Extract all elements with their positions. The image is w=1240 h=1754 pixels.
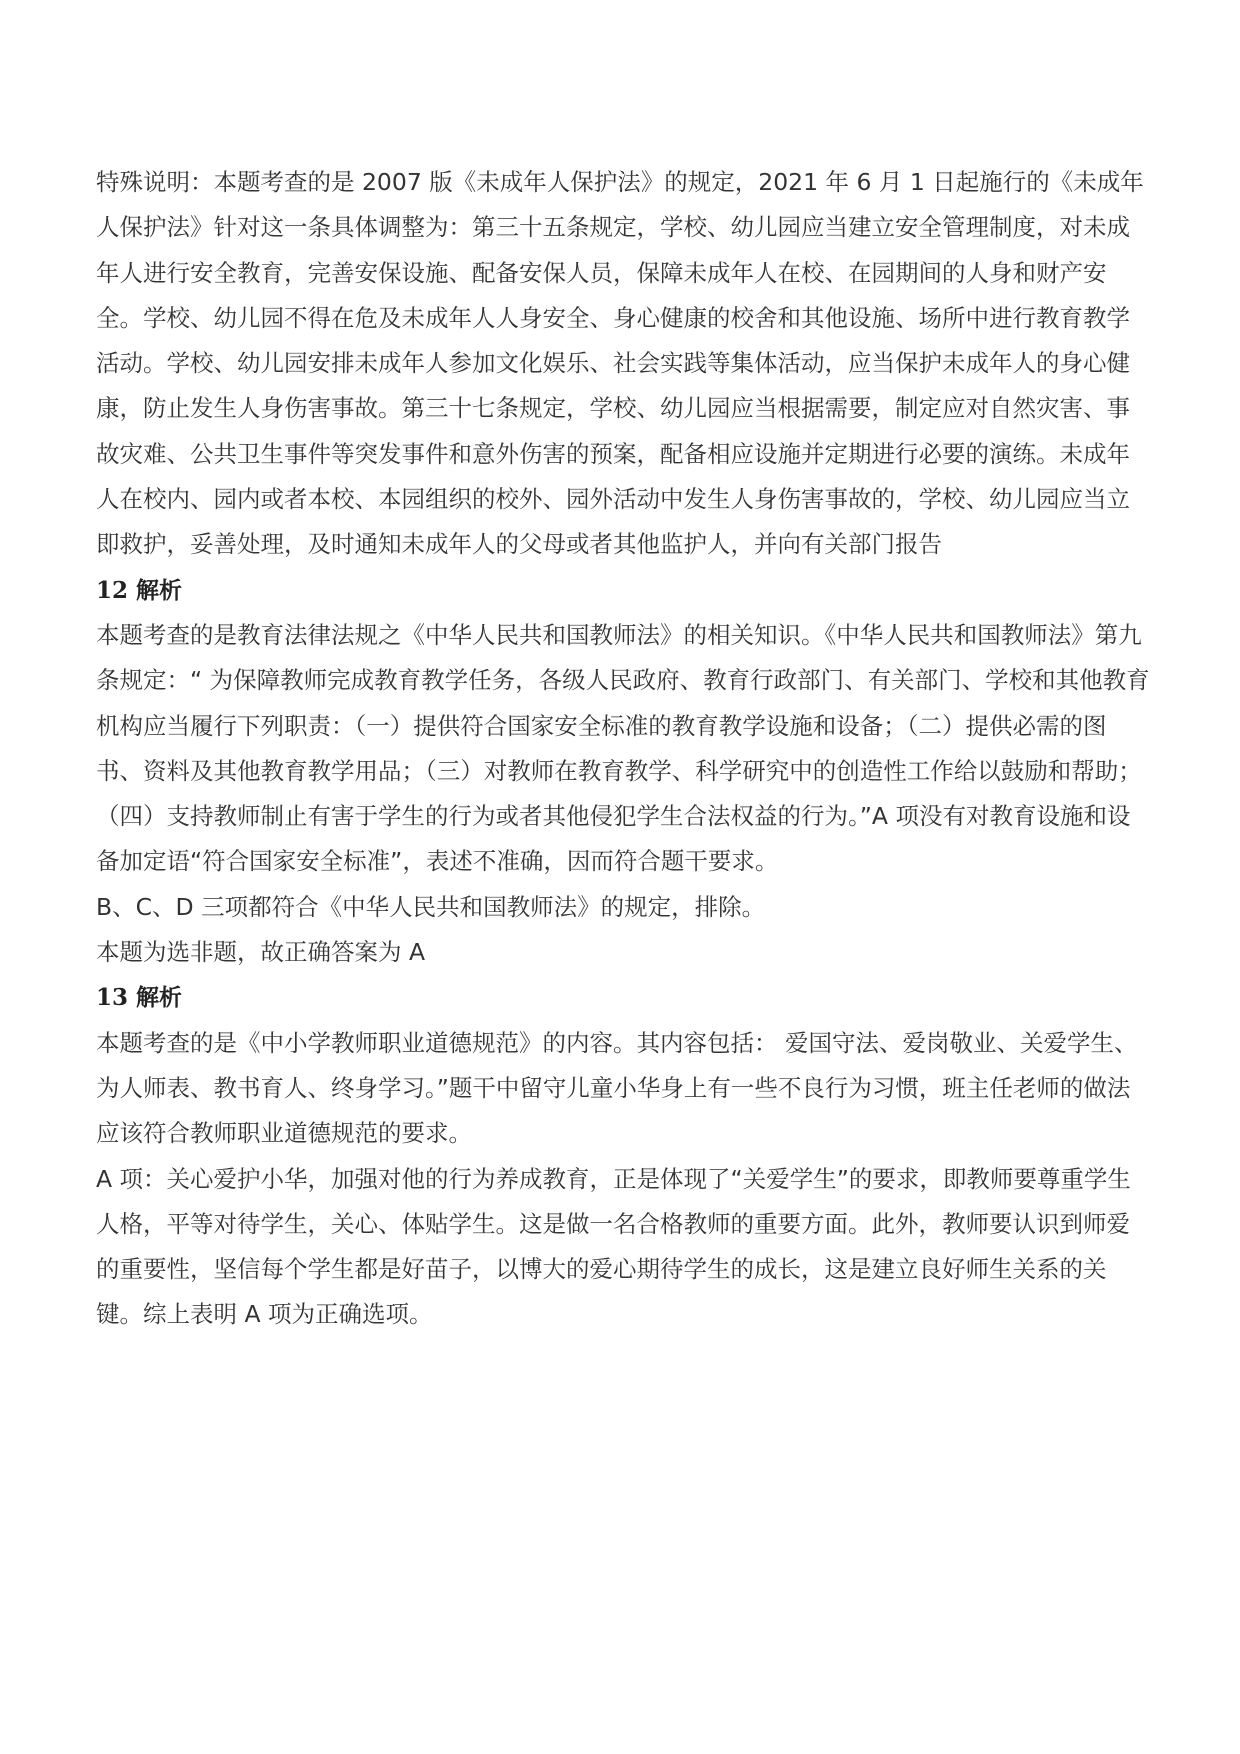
analysis-12-paragraph-1: 本题考查的是教育法律法规之《中华人民共和国教师法》的相关知识。《中华人民共和国教师法》第九条规定：“ 为保障教师完成教育教学任务，各级人民政府、教育行政部门、有关部门、学校和其他教育机构应当履行下列职责：（一）提供符合国家安全标准的教育教学设施和设备；（二）提供必需的图书、资料及其他教育教学用品；（三）对教师在教育教学、科学研究中的创造性工作给以鼓励和帮助；（四）支持教师制止有害于学生的行为或者其他侵犯学生合法权益的行为。”A 项没有对教育设施和设备加定语“符合国家安全标准”，表述不准确，因而符合题干要求。 (96, 620, 1150, 876)
analysis-13-heading: 13 解析 (96, 984, 183, 1012)
analysis-12-paragraph-2: B、C、D 三项都符合《中华人民共和国教师法》的规定，排除。 (96, 892, 766, 921)
analysis-13-paragraph-1: 本题考查的是《中小学教师职业道德规范》的内容。其内容包括： 爱国守法、爱岗敬业、关爱学生、为人师表、教书育人、终身学习。”题干中留守儿童小华身上有一些不良行为习惯，班主任老师的做法应该符合教师职业道德规范的要求。 (96, 1028, 1138, 1148)
analysis-12-paragraph-3: 本题为选非题，故正确答案为 A (96, 938, 426, 967)
special-note-paragraph: 特殊说明：本题考查的是 2007 版《未成年人保护法》的规定，2021 年 6 月 1 日起施行的《未成年人保护法》针对这一条具体调整为：第三十五条规定，学校、幼儿园应当建立安全管理制度，对未成年人进行安全教育，完善安保设施、配备安保人员，保障未成年人在校、在园期间的人身和财产安全。学校、幼儿园不得在危及未成年人人身安全、身心健康的校舍和其他设施、场所中进行教育教学活动。学校、幼儿园安排未成年人参加文化娱乐、社会实践等集体活动，应当保护未成年人的身心健康，防止发生人身伤害事故。第三十七条规定，学校、幼儿园应当根据需要，制定应对自然灾害、事故灾难、公共卫生事件等突发事件和意外伤害的预案，配备相应设施并定期进行必要的演练。未成年人在校内、园内或者本校、本园组织的校外、园外活动中发生人身伤害事故的，学校、幼儿园应当立即救护，妥善处理，及时通知未成年人的父母或者其他监护人，并向有关部门报告 (96, 168, 1144, 559)
analysis-13-paragraph-2: A 项：关心爱护小华，加强对他的行为养成教育，正是体现了“关爱学生”的要求，即教师要尊重学生人格，平等对待学生，关心、体贴学生。这是做一名合格教师的重要方面。此外，教师要认识到师爱的重要性，坚信每个学生都是好苗子，以博大的爱心期待学生的成长，这是建立良好师生关系的关键。综上表明 A 项为正确选项。 (96, 1164, 1131, 1329)
document-content (96, 160, 1150, 1338)
analysis-12-heading: 12 解析 (96, 576, 183, 604)
